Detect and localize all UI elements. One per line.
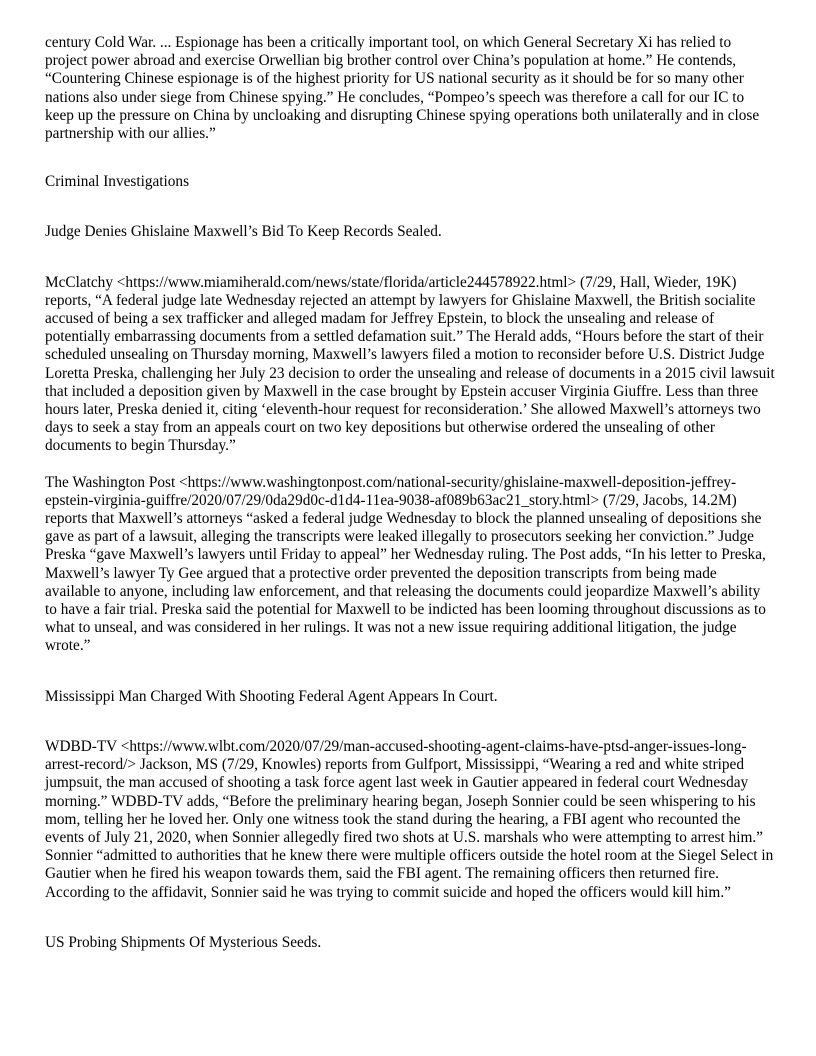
section-heading: Criminal Investigations [45,173,190,191]
seeds-headline: US Probing Shipments Of Mysterious Seeds. [45,933,322,951]
mcclatchy-paragraph: McClatchy <https://www.miamiherald.com/news/state/florida/article244578922.html> (7/29, Hall, Wieder, 19K) reports, “A federal judge late Wednesday rejected an attempt by lawyers for Ghislaine Maxwell, the British socialite accused of being a sex trafficker and alleged madam for Jeffrey Epstein, to block the unsealing and release of potentially embarrassing documents from a settled defamation suit.” The Herald adds, “Hours before the start of their scheduled unsealing on Thursday morning, Maxwell’s lawyers filed a motion to reconsider before U.S. District Judge Loretta Preska, challenging her July 23 decision to order the unsealing and release of documents in a 2015 civil lawsuit that included a deposition given by Maxwell in the case brought by Epstein accuser Virginia Giuffre. Less than three hours later, Preska denied it, citing ‘eleventh-hour request for reconsideration.’ She allowed Maxwell’s attorneys two days to seek a stay from an appeals court on two key depositions but otherwise ordered the unsealing of other documents to begin Thursday.” [45,273,775,455]
wdbd-paragraph: WDBD-TV <https://www.wlbt.com/2020/07/29/man-accused-shooting-agent-claims-have-ptsd-anger-issues-long-arrest-record/> Jackson, MS (7/29, Knowles) reports from Gulfport, Mississippi, “Wearing a red and white striped jumpsuit, the man accused of shooting a task force agent last week in Gautier appeared in federal court Wednesday morning.” WDBD-TV adds, “Before the preliminary hearing began, Joseph Sonnier could be seen whispering to his mom, telling her he loved her. Only one witness took the stand during the hearing, a FBI agent who recounted the events of July 21, 2020, when Sonnier allegedly fired two shots at U.S. marshals who were attempting to arrest him.” Sonnier “admitted to authorities that he knew there were multiple officers outside the hotel room at the Siegel Select in Gautier when he fired his weapon towards them, said the FBI agent. The remaining officers then returned fire. According to the affidavit, Sonnier said he was trying to commit suicide and hoped the officers would kill him.” [45,737,774,901]
washington-post-paragraph: The Washington Post <https://www.washingtonpost.com/national-security/ghislaine-maxwell-deposition-jeffrey-epstein-virginia-guiffre/2020/07/29/0da29d0c-d1d4-11ea-9038-af089b63ac21_story.html> (7/29, Jacobs, 14.2M) reports that Maxwell’s attorneys “asked a federal judge Wednesday to block the planned unsealing of depositions she gave as part of a lawsuit, alleging the transcripts were leaked illegally to prosecutors seeking her conviction.” Judge Preska “gave Maxwell’s lawyers until Friday to appeal” her Wednesday ruling. The Post adds, “In his letter to Preska, Maxwell’s lawyer Ty Gee argued that a protective order prevented the deposition transcripts from being made available to anyone, including law enforcement, and that releasing the documents could jeopardize Maxwell’s ability to have a fair trial. Preska said the potential for Maxwell to be indicted has been looming throughout discussions as to what to unseal, and was considered in her rulings. It was not a new issue requiring additional litigation, the judge wrote.” [45,473,766,655]
intro-paragraph: century Cold War. ... Espionage has been a critically important tool, on which General Secretary Xi has relied to project power abroad and exercise Orwellian big brother control over China’s population at home.” He contends, “Countering Chinese espionage is of the highest priority for US national security as it should be for so many other nations also under siege from Chinese spying.” He concludes, “Pompeo’s speech was therefore a call for our IC to keep up the pressure on China by uncloaking and disrupting Chinese spying operations both unilaterally and in close partnership with our allies.” [45,34,760,143]
document-page [45,34,775,952]
mississippi-headline: Mississippi Man Charged With Shooting Federal Agent Appears In Court. [45,687,498,705]
maxwell-headline: Judge Denies Ghislaine Maxwell’s Bid To Keep Records Sealed. [45,223,442,241]
